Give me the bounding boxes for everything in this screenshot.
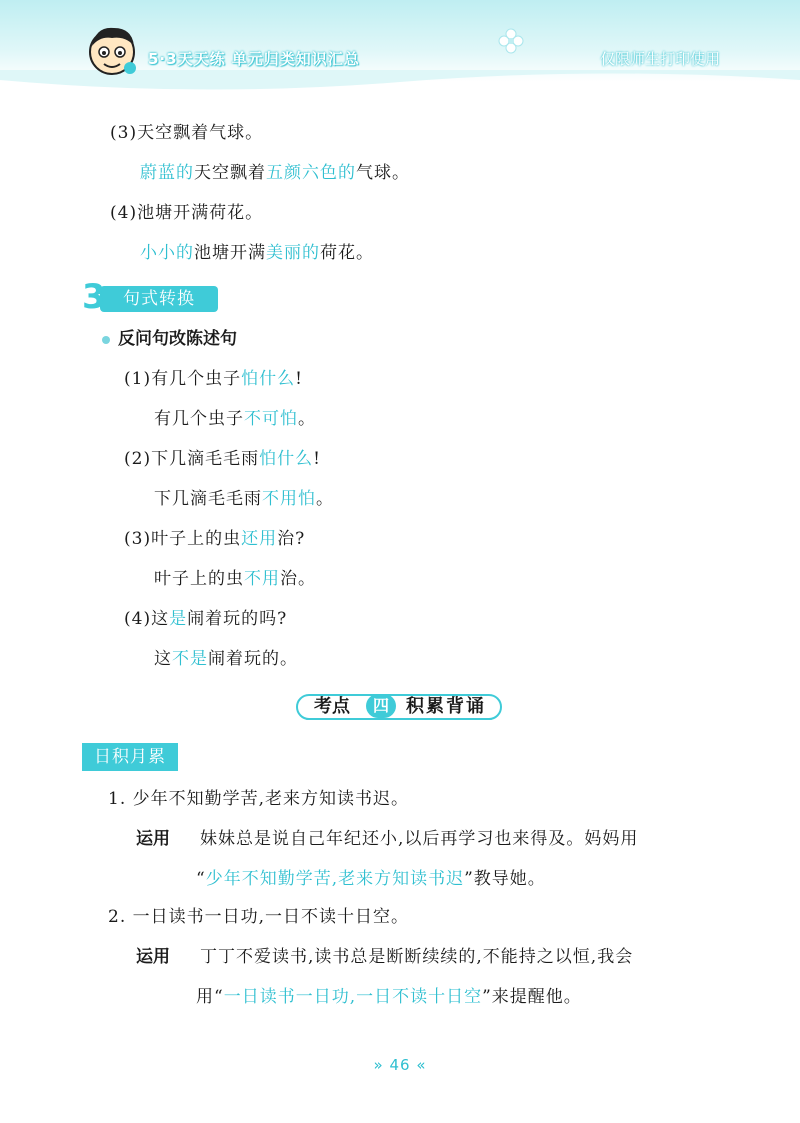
question-segment: 还用: [241, 529, 278, 549]
kaodian-number-badge: 四: [366, 694, 396, 718]
usage-label-1: 运用: [136, 829, 170, 849]
transform-answer-2: [154, 488, 334, 510]
usage-1-line-2: [196, 868, 546, 890]
question-segment: (3)叶子上的虫: [124, 529, 242, 549]
answer-segment: 治。: [280, 569, 316, 589]
usage-label-2: 运用: [136, 947, 170, 967]
question-segment: !: [313, 449, 321, 469]
mascot-icon: [86, 22, 138, 78]
bullet-dot-icon: [102, 336, 110, 344]
transform-question-3: [124, 528, 305, 550]
expand-question-3: (3)天空飘着气球。: [110, 123, 264, 143]
question-segment: !: [295, 369, 303, 389]
answer-segment: 叶子上的虫: [154, 569, 244, 589]
series-title: 5·3天天练 单元归类知识汇总: [148, 50, 360, 68]
answer-segment: 这: [154, 649, 172, 669]
kaodian-topic: 积累背诵: [406, 696, 486, 717]
usage-2-line-1: [200, 946, 633, 968]
question-segment: 治?: [277, 529, 306, 549]
usage-segment: ”教导她。: [464, 869, 546, 889]
question-segment: (1)有几个虫子: [124, 369, 242, 389]
kaodian-banner: [296, 690, 502, 724]
answer-segment: 美丽的: [266, 243, 320, 263]
question-segment: (2)下几滴毛毛雨: [124, 449, 260, 469]
usage-note: 仅限师生打印使用: [599, 50, 720, 68]
usage-segment: 丁丁不爱读书,读书总是断断续续的,不能持之以恒,我会: [200, 947, 634, 967]
answer-segment: 。: [316, 489, 334, 509]
answer-segment: 。: [298, 409, 316, 429]
subheading-rhetorical-to-declarative: 反问句改陈述句: [118, 329, 237, 349]
question-segment: 怕什么: [259, 449, 314, 469]
usage-2-line-2: [196, 986, 582, 1008]
usage-segment: 少年不知勤学苦,老来方知读书迟: [205, 869, 465, 889]
transform-answer-3: [154, 568, 316, 590]
page-arrow-left-icon: »: [373, 1056, 384, 1074]
saying-2: 2. 一日读书一日功,一日不读十日空。: [108, 907, 410, 927]
usage-segment: 一日读书一日功,一日不读十日空: [223, 987, 483, 1007]
transform-question-1: [124, 368, 303, 390]
question-segment: 怕什么: [241, 369, 296, 389]
answer-segment: 不用怕: [262, 489, 316, 509]
flower-icon: [498, 28, 524, 54]
usage-segment: ”来提醒他。: [482, 987, 582, 1007]
transform-question-4: [124, 608, 287, 630]
riji-yuelei-label: 日积月累: [82, 743, 178, 771]
usage-segment: 妹妹总是说自己年纪还小,以后再学习也来得及。妈妈用: [200, 829, 639, 849]
answer-segment: 五颜六色的: [266, 163, 356, 183]
answer-segment: 下几滴毛毛雨: [154, 489, 262, 509]
answer-segment: 小小的: [140, 243, 194, 263]
question-segment: 是: [169, 609, 188, 629]
section-3-number: 3: [82, 277, 106, 317]
answer-segment: 蔚蓝的: [140, 163, 194, 183]
answer-segment: 天空飘着: [194, 163, 266, 183]
transform-question-2: [124, 448, 321, 470]
section-3-title: 句式转换: [100, 286, 218, 312]
answer-segment: 闹着玩的。: [208, 649, 298, 669]
answer-segment: 池塘开满: [194, 243, 266, 263]
transform-answer-1: [154, 408, 316, 430]
answer-segment: 荷花。: [320, 243, 374, 263]
answer-segment: 有几个虫子: [154, 409, 244, 429]
question-segment: 闹着玩的吗?: [187, 609, 288, 629]
question-segment: (4)这: [124, 609, 170, 629]
transform-answer-4: [154, 648, 298, 670]
kaodian-label: 考点: [314, 696, 350, 717]
answer-segment: 不是: [172, 649, 208, 669]
page-number-value: 46: [389, 1056, 411, 1074]
answer-segment: 气球。: [356, 163, 410, 183]
expand-answer-4: [140, 242, 374, 264]
saying-1: 1. 少年不知勤学苦,老来方知读书迟。: [108, 789, 410, 809]
expand-answer-3: [140, 162, 410, 184]
page-number: [0, 1056, 800, 1074]
page-arrow-right-icon: «: [416, 1056, 427, 1074]
answer-segment: 不可怕: [244, 409, 298, 429]
expand-question-4: (4)池塘开满荷花。: [110, 203, 264, 223]
usage-segment: 用“: [196, 987, 224, 1007]
usage-1-line-1: [200, 828, 638, 850]
usage-segment: “: [196, 869, 206, 889]
answer-segment: 不用: [244, 569, 280, 589]
